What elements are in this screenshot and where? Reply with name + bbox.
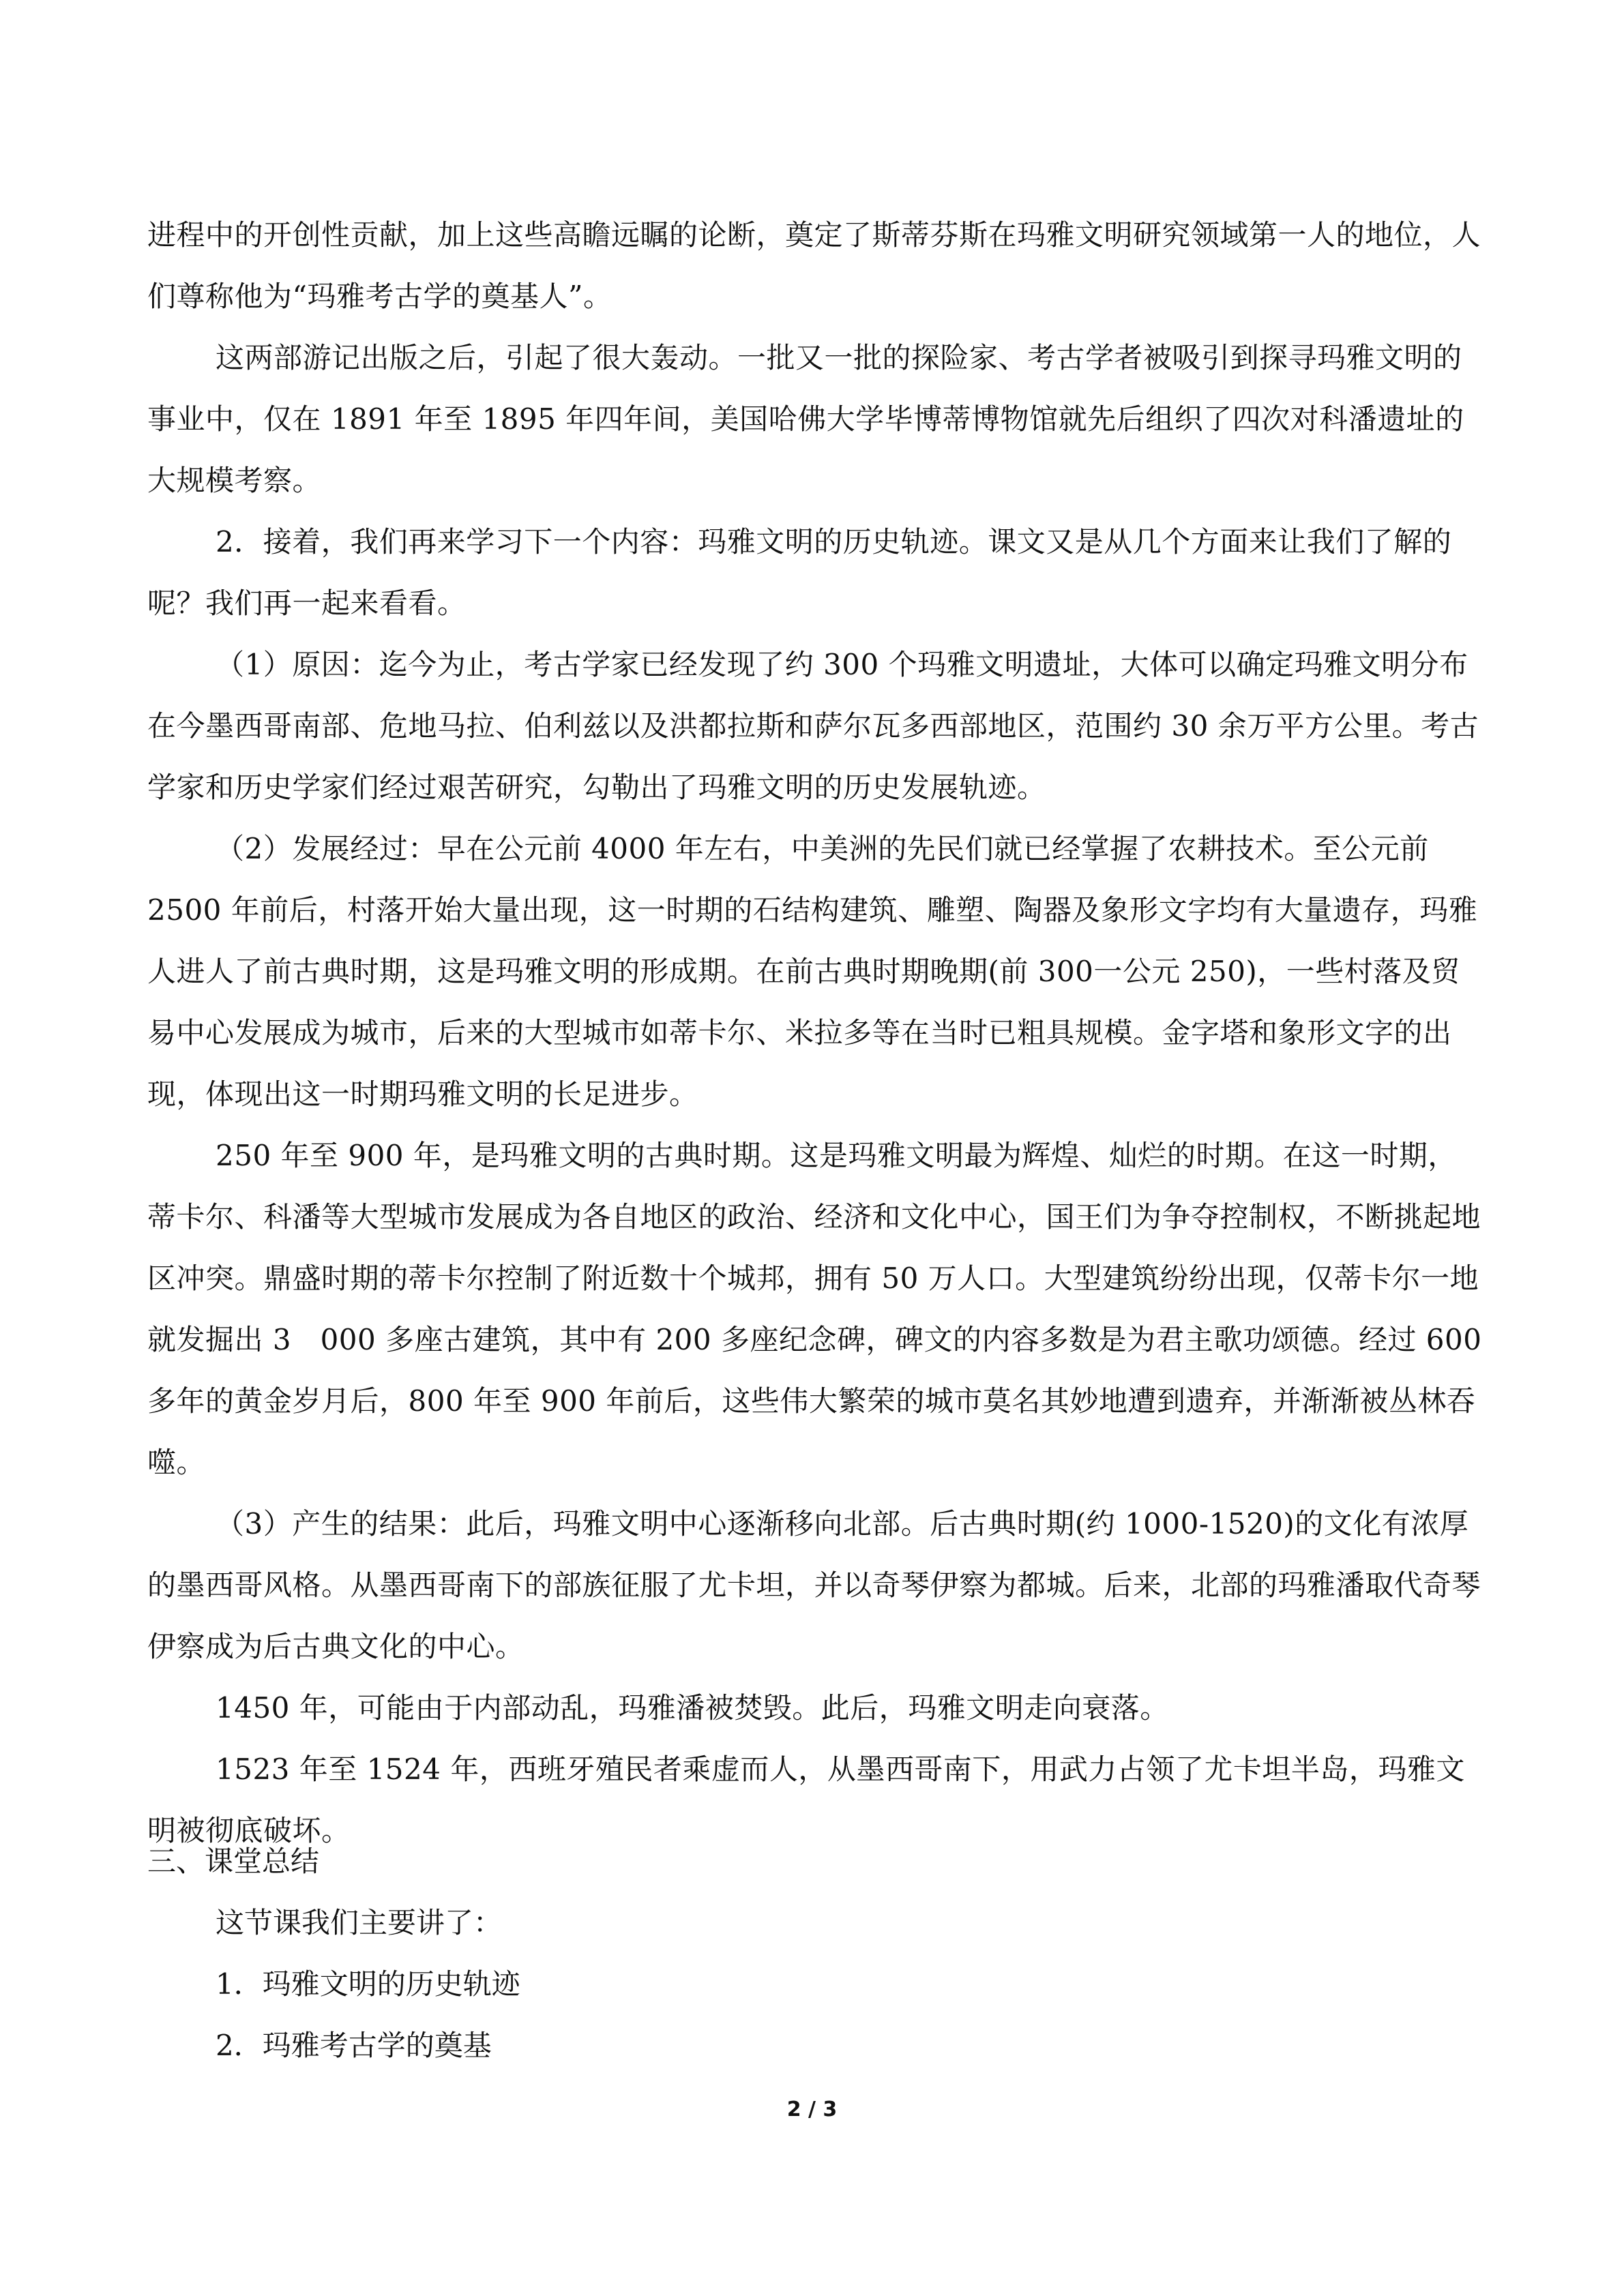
summary-intro: 这节课我们主要讲了：	[216, 1906, 503, 1939]
paragraph-1523: 1523 年至 1524 年，西班牙殖民者乘虚而人，从墨西哥南下，用武力占领了尤卡坦半岛，玛雅文明被彻底破坏。	[147, 1753, 1465, 1847]
paragraph-result: （3）产生的结果：此后，玛雅文明中心逐渐移向北部。后古典时期(约 1000-1520)的文化有浓厚的墨西哥风格。从墨西哥南下的部族征服了尤卡坦，并以奇琴伊察为都城。后来，北部的玛雅潘取代奇琴伊察成为后古典文化的中心。	[147, 1507, 1481, 1663]
paragraph-development: （2）发展经过：早在公元前 4000 年左右，中美洲的先民们就已经掌握了农耕技术。至公元前 2500 年前后，村落开始大量出现，这一时期的石结构建筑、雕塑、陶器及象形文字均有大量遗存，玛雅人进人了前古典时期，这是玛雅文明的形成期。在前古典时期晚期(前 300一公元 250)，一些村落及贸易中心发展成为城市，后来的大型城市如蒂卡尔、米拉多等在当时已粗具规模。金字塔和象形文字的出现，体现出这一时期玛雅文明的长足进步。	[147, 832, 1478, 1111]
summary-item: 1．玛雅文明的历史轨迹	[216, 1967, 520, 2001]
paragraph-cause: （1）原因：迄今为止，考古学家已经发现了约 300 个玛雅文明遗址，大体可以确定玛雅文明分布在今墨西哥南部、危地马拉、伯利兹以及洪都拉斯和萨尔瓦多西部地区，范围约 30 余万平方公里。考古学家和历史学家们经过艰苦研究，勾勒出了玛雅文明的历史发展轨迹。	[147, 648, 1479, 804]
section-heading-summary: 三、课堂总结	[147, 1845, 320, 1878]
paragraph-classic-period: 250 年至 900 年，是玛雅文明的古典时期。这是玛雅文明最为辉煌、灿烂的时期。在这一时期，蒂卡尔、科潘等大型城市发展成为各自地区的政治、经济和文化中心，国王们为争夺控制权，不断挑起地区冲突。鼎盛时期的蒂卡尔控制了附近数十个城邦，拥有 50 万人口。大型建筑纷纷出现，仅蒂卡尔一地就发掘出 3 000 多座古建筑，其中有 200 多座纪念碑，碑文的内容多数是为君主歌功颂德。经过 600 多年的黄金岁月后，800 年至 900 年前后，这些伟大繁荣的城市莫名其妙地遭到遗弃，并渐渐被丛林吞噬。	[147, 1139, 1482, 1479]
page-number: 2 / 3	[786, 2098, 838, 2121]
paragraph-founder-continuation: 进程中的开创性贡献，加上这些高瞻远瞩的论断，奠定了斯蒂芬斯在玛雅文明研究领域第一人的地位，人们尊称他为“玛雅考古学的奠基人”。	[147, 218, 1481, 313]
paragraph-historical-trajectory-intro: 2．接着，我们再来学习下一个内容：玛雅文明的历史轨迹。课文又是从几个方面来让我们了解的呢？我们再一起来看看。	[147, 525, 1452, 620]
paragraph-travelogues-impact: 这两部游记出版之后，引起了很大轰动。一批又一批的探险家、考古学者被吸引到探寻玛雅文明的事业中，仅在 1891 年至 1895 年四年间，美国哈佛大学毕博蒂博物馆就先后组织了四次对科潘遗址的大规模考察。	[147, 341, 1464, 497]
paragraph-1450: 1450 年，可能由于内部动乱，玛雅潘被焚毁。此后，玛雅文明走向衰落。	[216, 1691, 1169, 1725]
summary-item: 2．玛雅考古学的奠基	[216, 2029, 492, 2062]
